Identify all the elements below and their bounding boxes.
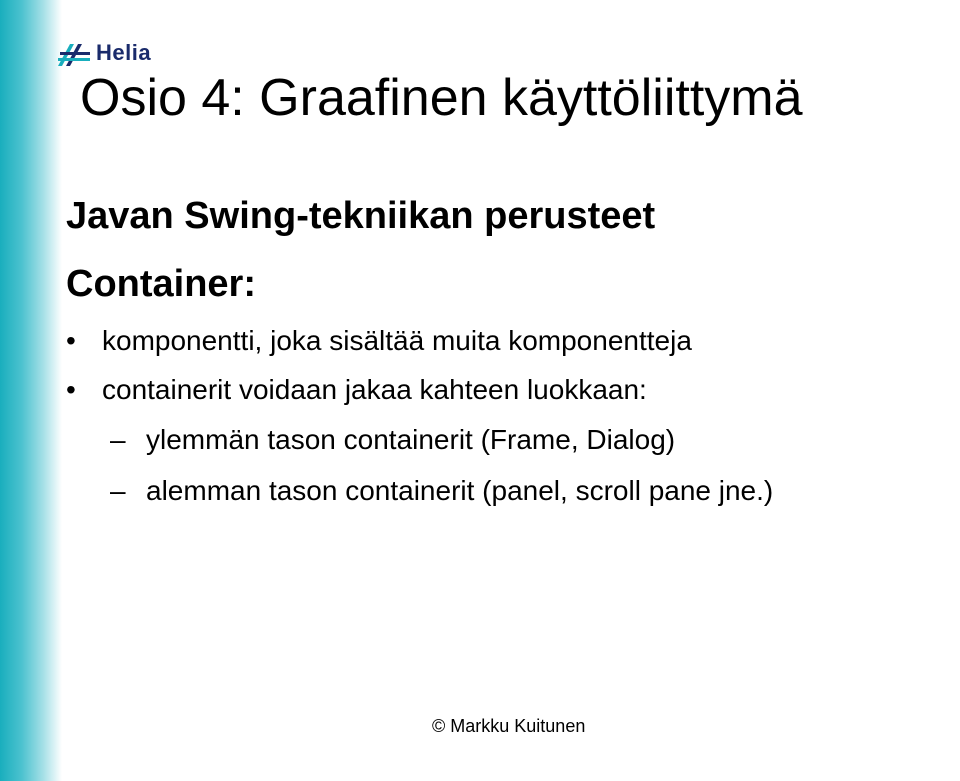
helia-logo xyxy=(56,36,151,70)
sub-bullet-text: ylemmän tason containerit (Frame, Dialog) xyxy=(146,424,676,455)
section-heading: Javan Swing-tekniikan perusteet xyxy=(66,195,656,237)
sub-bullet-item xyxy=(110,474,773,508)
bullet-dot-icon: • xyxy=(66,374,76,405)
sub-bullet-item xyxy=(110,423,675,457)
bullet-text: containerit voidaan jakaa kahteen luokkaan: xyxy=(102,374,647,405)
decorative-side-band xyxy=(0,0,62,781)
slide-title: Osio 4: Graafinen käyttöliittymä xyxy=(80,69,803,127)
dash-icon: – xyxy=(110,475,126,506)
bullet-text: komponentti, joka sisältää muita komponentteja xyxy=(102,325,692,356)
logo-text: Helia xyxy=(96,40,152,65)
dash-icon: – xyxy=(110,424,126,455)
sub-bullet-text: alemman tason containerit (panel, scroll pane jne.) xyxy=(146,475,774,506)
bullet-item xyxy=(66,373,647,407)
helia-logo-icon xyxy=(56,38,92,68)
container-heading: Container: xyxy=(66,263,256,305)
copyright-footer: © Markku Kuitunen xyxy=(432,716,586,736)
bullet-item xyxy=(66,324,692,358)
bullet-dot-icon: • xyxy=(66,325,76,356)
